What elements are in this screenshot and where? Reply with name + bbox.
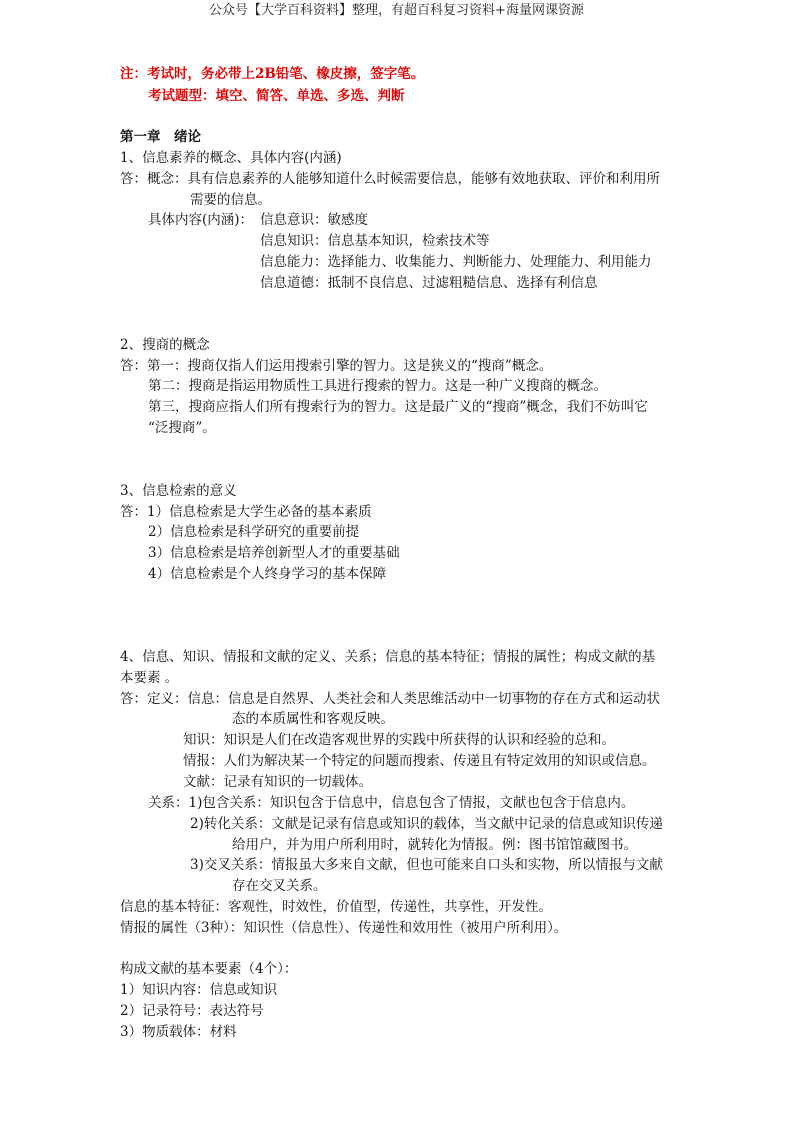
q4-def-info-line1: 答：定义：信息：信息是自然界、人类社会和人类思维活动中一切事物的存在方式和运动状 (120, 691, 660, 707)
q2-answer-line2: 第二：搜商是指运用物质性工具进行搜索的智力。这是一种广义搜商的概念。 (148, 378, 607, 394)
q3-answer-item: 2）信息检索是科学研究的重要前提 (148, 524, 360, 540)
question-2: 2、搜商的概念 (120, 337, 210, 353)
q1-content-item: 信息意识：敏感度 (260, 212, 368, 228)
q4-relation-3b: 存在交叉关系。 (232, 878, 327, 894)
q4-def-info-line2: 态的本质属性和客观反映。 (232, 711, 394, 727)
q3-answer-item: 4）信息检索是个人终身学习的基本保障 (148, 566, 387, 582)
q2-answer-line4: “泛搜商”。 (148, 420, 216, 436)
q4-elements-title: 构成文献的基本要素（4个）： (120, 961, 298, 977)
q3-answer-item: 3）信息检索是培养创新型人才的重要基础 (148, 545, 400, 561)
q4-def-knowledge: 知识：知识是人们在改造客观世界的实践中所获得的认识和经验的总和。 (183, 732, 615, 748)
q4-def-document: 文献：记录有知识的一切载体。 (183, 774, 372, 790)
page-header: 公众号【大学百科资料】整理，有超百科复习资料+海量网课资源 (209, 3, 584, 18)
question-4-line2: 本要素 。 (120, 670, 179, 686)
q4-relation-1: 关系：1)包含关系：知识包含于信息中，信息包含了情报，文献也包含于信息内。 (148, 795, 635, 811)
chapter-title: 第一章 绪论 (120, 129, 201, 145)
q4-element-item: 2）记录符号：表达符号 (120, 1003, 264, 1019)
q2-answer-line3: 第三，搜商应指人们所有搜索行为的智力。这是最广义的“搜商”概念，我们不妨叫它 (148, 399, 648, 415)
exam-notice-line2: 考试题型：填空、简答、单选、多选、判断 (148, 88, 405, 104)
q4-element-item: 1）知识内容：信息或知识 (120, 982, 278, 998)
q2-answer-line1: 答：第一：搜商仅指人们运用搜索引擎的智力。这是狭义的“搜商”概念。 (120, 358, 553, 374)
q4-def-intelligence: 情报：人们为解决某一个特定的问题而搜索、传递且有特定效用的知识或信息。 (183, 753, 656, 769)
q4-element-item: 3）物质载体：材料 (120, 1024, 237, 1040)
q1-content-item: 信息能力：选择能力、收集能力、判断能力、处理能力、利用能力 (260, 254, 652, 270)
exam-notice-line1: 注：考试时，务必带上2B铅笔、橡皮擦，签字笔。 (120, 66, 425, 82)
q1-content-item: 信息知识：信息基本知识，检索技术等 (260, 233, 490, 249)
question-3: 3、信息检索的意义 (120, 483, 237, 499)
q4-relation-2b: 给用户，并为用户所利用时，就转化为情报。例：图书馆馆藏图书。 (232, 837, 637, 853)
q4-relation-2a: 2)转化关系：文献是记录有信息或知识的载体，当文献中记录的信息或知识传递 (190, 816, 663, 832)
q4-relation-3a: 3)交叉关系：情报虽大多来自文献，但也可能来自口头和实物，所以情报与文献 (190, 857, 663, 873)
q4-intel-attributes: 情报的属性（3种）：知识性（信息性）、传递性和效用性（被用户所利用）。 (120, 920, 568, 936)
q1-content-item: 信息道德：抵制不良信息、过滤粗糙信息、选择有利信息 (260, 275, 598, 291)
question-4-line1: 4、信息、知识、情报和文献的定义、关系；信息的基本特征；情报的属性；构成文献的基 (120, 649, 656, 665)
q1-answer-line1: 答：概念：具有信息素养的人能够知道什么时候需要信息，能够有效地获取、评价和利用所 (120, 171, 660, 187)
q4-info-features: 信息的基本特征：客观性，时效性，价值型，传递性，共享性，开发性。 (120, 899, 552, 915)
question-1: 1、信息素养的概念、具体内容(内涵) (120, 150, 342, 166)
q1-content-label: 具体内容(内涵)： (148, 212, 254, 228)
q1-answer-line2: 需要的信息。 (190, 192, 271, 208)
q3-answer-item: 答：1）信息检索是大学生必备的基本素质 (120, 504, 372, 520)
